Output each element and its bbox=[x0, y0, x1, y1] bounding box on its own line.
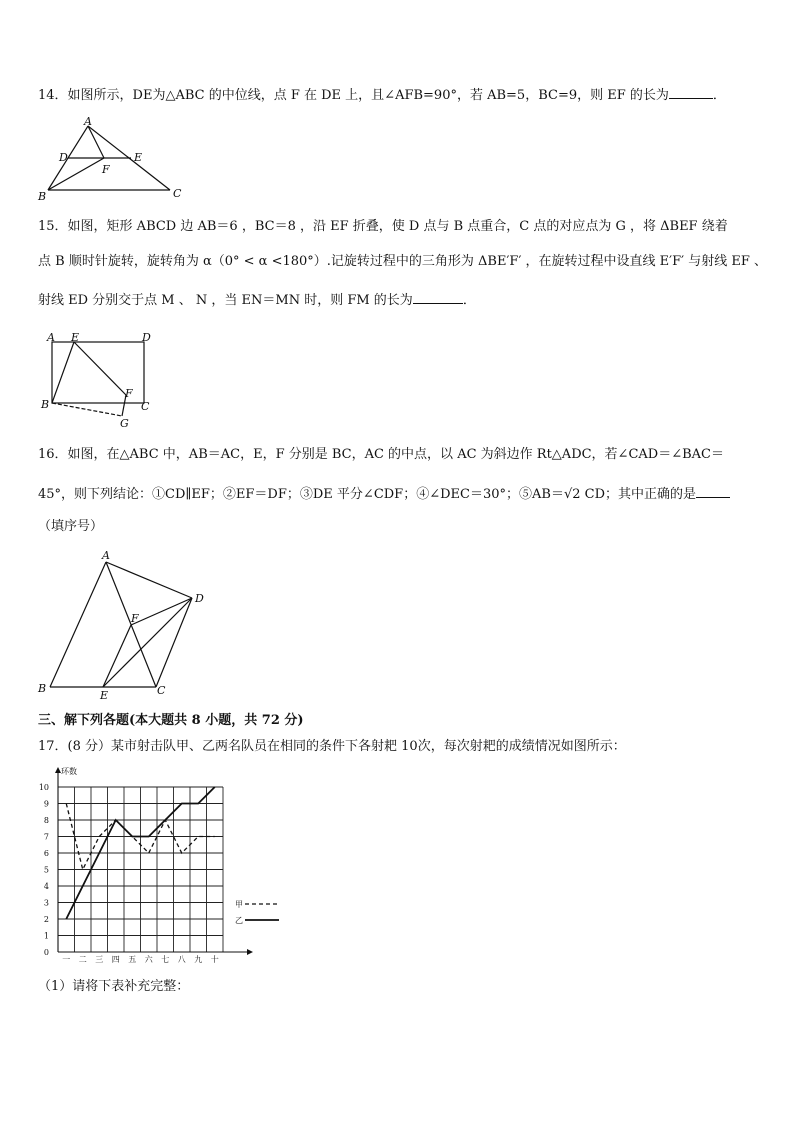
q17-sub1: （1）请将下表补充完整： bbox=[38, 979, 190, 994]
section-3-heading: 三、解下列各题(本大题共 8 小题，共 72 分) bbox=[38, 713, 304, 728]
q14-figure bbox=[36, 116, 186, 204]
q14-stem: 14．如图所示，DE为△ABC 的中位线，点 F 在 DE 上，且∠AFB=90°，若 AB=5，BC=9，则 EF 的长为 bbox=[38, 88, 669, 103]
x-tick-label: 四 bbox=[111, 955, 120, 964]
y-tick-label: 0 bbox=[43, 948, 49, 957]
q16-line2 bbox=[38, 483, 730, 504]
x-tick-label: 七 bbox=[161, 955, 170, 964]
q16-line2-text: 45°，则下列结论：①CD∥EF；②EF＝DF；③DE 平分∠CDF；④∠DEC＝30°；⑤AB＝√2 CD；其中正确的是 bbox=[38, 487, 696, 502]
q15-line3-text: 射线 ED 分别交于点 M 、 N ，当 EN＝MN 时，则 FM 的长为 bbox=[38, 293, 413, 308]
y-tick-label: 5 bbox=[43, 865, 49, 875]
x-tick-label: 十 bbox=[210, 955, 219, 964]
y-tick-label: 2 bbox=[43, 915, 49, 924]
x-tick-label: 八 bbox=[177, 955, 186, 964]
y-tick-label: 8 bbox=[43, 816, 49, 825]
q15-end: ． bbox=[462, 293, 476, 308]
q16-label-a: A bbox=[102, 549, 110, 562]
q15-line1: 15．如图，矩形 ABCD 边 AB＝6 ，BC＝8 ，沿 EF 折叠，使 D 点与 B 点重合，C 点的对应点为 G ，将 ΔBEF 绕着 bbox=[38, 219, 728, 234]
q17-text: 17．(8 分）某市射击队甲、乙两名队员在相同的条件下各射耙 10次，每次射耙的成绩情况如图所示： bbox=[38, 739, 626, 754]
q14-label-b: B bbox=[38, 190, 47, 203]
q14-answer-blank[interactable] bbox=[669, 84, 713, 99]
q14-text bbox=[38, 84, 726, 105]
y-tick-label: 4 bbox=[43, 882, 49, 891]
x-tick-label: 二 bbox=[78, 955, 87, 964]
q16-line1: 16．如图，在△ABC 中，AB＝AC，E，F 分别是 BC，AC 的中点，以 AC 为斜边作 Rt△ADC，若∠CAD＝∠BAC＝ bbox=[38, 447, 724, 462]
q16-label-c: C bbox=[157, 684, 166, 697]
x-tick-label: 六 bbox=[144, 955, 153, 964]
q15-label-b: B bbox=[41, 398, 50, 411]
q15-label-a: A bbox=[47, 331, 55, 344]
q15-label-e: E bbox=[71, 331, 80, 344]
q14-label-f: F bbox=[102, 163, 110, 176]
q15-label-c: C bbox=[141, 400, 150, 413]
x-axis-arrow bbox=[247, 949, 253, 955]
y-axis-label: 环数 bbox=[61, 767, 77, 776]
q14-label-a: A bbox=[84, 115, 92, 128]
q16-answer-blank[interactable] bbox=[696, 483, 730, 498]
y-tick-label: 6 bbox=[43, 849, 49, 858]
legend-label: 乙 bbox=[235, 916, 243, 925]
x-tick-label: 九 bbox=[194, 955, 203, 964]
q16-label-d: D bbox=[195, 592, 204, 605]
q15-label-f: F bbox=[125, 387, 133, 400]
q15-line2: 点 B 顺时针旋转，旋转角为 α（0° < α <180°）.记旋转过程中的三角形为 ΔBE′F′ ，在旋转过程中设直线 E′F′ 与射线 EF 、 bbox=[38, 254, 767, 269]
q14-label-e: E bbox=[134, 151, 143, 164]
q14-label-d: D bbox=[59, 151, 68, 164]
q16-label-f: F bbox=[131, 612, 139, 625]
q16-label-b: B bbox=[38, 682, 47, 695]
q16-label-e: E bbox=[100, 689, 109, 702]
q14-label-c: C bbox=[173, 187, 182, 200]
x-tick-label: 一 bbox=[62, 955, 71, 964]
q15-label-g: G bbox=[120, 417, 129, 430]
y-tick-label: 1 bbox=[43, 931, 49, 941]
y-tick-label: 7 bbox=[43, 832, 49, 842]
y-tick-label: 9 bbox=[43, 799, 49, 809]
legend-label: 甲 bbox=[235, 900, 243, 909]
q15-answer-blank[interactable] bbox=[413, 289, 463, 304]
q15-figure bbox=[38, 330, 158, 430]
q15-line3 bbox=[38, 289, 476, 310]
q17-chart bbox=[38, 760, 298, 970]
q16-line3: （填序号） bbox=[38, 519, 104, 534]
x-tick-label: 三 bbox=[95, 955, 104, 964]
q16-figure bbox=[36, 548, 216, 703]
q15-label-d: D bbox=[142, 331, 151, 344]
y-tick-label: 10 bbox=[38, 783, 49, 792]
y-tick-label: 3 bbox=[43, 898, 49, 908]
q14-end: ． bbox=[712, 88, 726, 103]
x-tick-label: 五 bbox=[128, 955, 137, 964]
